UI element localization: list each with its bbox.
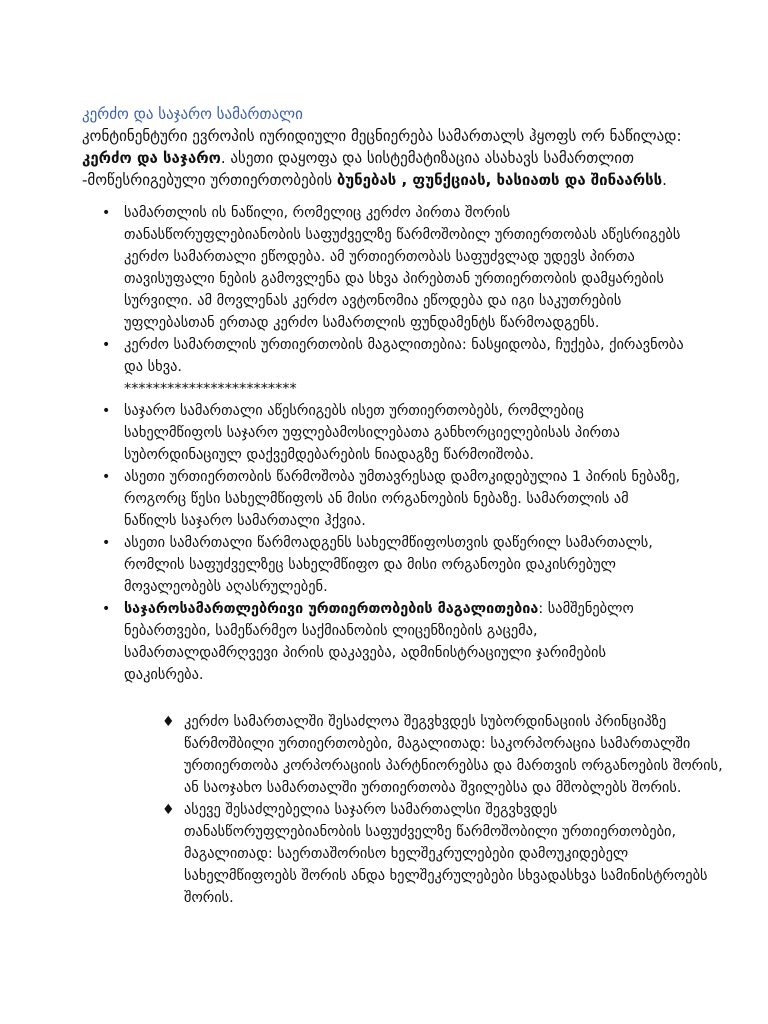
bullet-icon: • <box>102 403 111 419</box>
diamond-bullet-icon: ♦ <box>162 802 175 818</box>
intro-bold-1: კერძო და საჯარო <box>82 149 221 167</box>
diamond-bullet-list <box>82 711 724 909</box>
bullet-icon: • <box>102 535 111 551</box>
list-item-text: კერძო სამართალში შესაძლოა შეგვხვდეს სუბორდინაციის პრინციპზე წარმოშბილი ურთიერთობები, მაგალითად: საკორპორაცია სამართალში ურთიერთობა კორპორაციის პარტნიორებსა და მართვის ორგანოების შორის, ან საოჯახო სამართალში ურთიერთობა შვილებსა და მშობლებს შორის. <box>184 714 723 796</box>
bullet-icon: • <box>102 205 111 221</box>
list-item-text: საჯარო სამართალი აწესრიგებს ისეთ ურთიერთობებს, რომლებიც სახელმწიფოს საჯარო უფლებამოსილებათა განხორციელებისას პირთა სუბორდინაციულ დაქვემდებარების ნიადაგზე წარმოიშობა. <box>124 403 620 463</box>
list-item <box>102 334 684 400</box>
bullet-icon: • <box>102 601 111 617</box>
intro-text-1: კონტინენტური ევროპის იურიდიული მეცნიერება სამართალს ჰყოფს ორ ნაწილად: <box>82 127 682 145</box>
list-item <box>102 466 684 532</box>
list-item-text: კერძო სამართლის ურთიერთობის მაგალითებია: ნასყიდობა, ჩუქება, ქირავნობა და სხვა. <box>124 337 684 375</box>
list-item-bold: საჯაროსამართლებრივი ურთიერთობების მაგალითებია <box>124 601 539 617</box>
list-item-text: ასევე შესაძლებელია საჯარო სამართალსი შეგვხვდეს თანასწორუფლებიანობის საფუძველზე წარმოშობილი ურთიერთობები, მაგალითად: საერთაშორისო ხელშეკრულებები დამოუკიდებელ სახელმწიფოებს შორის ანდა ხელშეკრულებები სხვადასხვა სამინისტროებს შორის. <box>184 802 708 906</box>
intro-bold-2: ბუნებას , ფუნქციას, ხასიათს და შინაარსს <box>336 171 663 189</box>
separator-stars: ************************ <box>124 381 297 397</box>
list-item <box>102 400 684 466</box>
intro-text-3: . <box>662 171 667 189</box>
list-item-text: : სამშენებლო ნებართვები, სამეწარმეო საქმიანობის ლიცენზიების გაცემა, სამართალდამრღვევი პირის დაკავება, ადმინისტრაციული ჯარიმების დაკისრება. <box>124 601 634 683</box>
intro-paragraph <box>82 125 697 191</box>
list-item-text: სამართლის ის ნაწილი, რომელიც კერძო პირთა შორის თანასწორუფლებიანობის საფუძველზე წარმოშობილ ურთიერთობას აწესრიგებს კერძო სამართალი ეწოდება. ამ ურთიერთობას საფუძვლად უდევს პირთა თავისუფალი ნების გამოვლენა და სხვა პირებთან ურთიერთობის დამყარების სურვილი. ამ მოვლენას კერძო ავტონომია ეწოდება და იგი საკუთრების უფლებასთან ერთად კერძო სამართლის ფუნდამენტს წარმოადგენს. <box>124 205 681 331</box>
bullet-icon: • <box>102 469 111 485</box>
list-item-text: ასეთი ურთიერთობის წარმოშობა უმთავრესად დამოკიდებულია 1 პირის ნებაზე, როგორც წესი სახელმწიფოს ან მისი ორგანოების ნებაზე. სამართლის ამ ნაწილს საჯარო სამართალი ჰქვია. <box>124 469 681 529</box>
diamond-bullet-icon: ♦ <box>162 714 175 730</box>
document-heading: კერძო და საჯარო სამართალი <box>82 105 303 123</box>
bullet-icon: • <box>102 337 111 353</box>
list-item <box>162 799 724 909</box>
list-item <box>102 202 684 334</box>
main-bullet-list <box>82 202 684 686</box>
list-item <box>102 532 684 598</box>
list-item-text: ასეთი სამართალი წარმოადგენს სახელმწიფოსთვის დაწერილ სამართალს, რომლის საფუძველზეც სახელმწიფო და მისი ორგანოები დაკისრებულ მოვალეობებს აღასრულებენ. <box>124 535 653 595</box>
list-item <box>102 598 684 686</box>
list-item <box>162 711 724 799</box>
intro-text-2: . ასეთი დაყოფა და სისტემატიზაცია ასახავს სამართლით -მოწესრიგებული ურთიერთობების <box>82 149 635 189</box>
